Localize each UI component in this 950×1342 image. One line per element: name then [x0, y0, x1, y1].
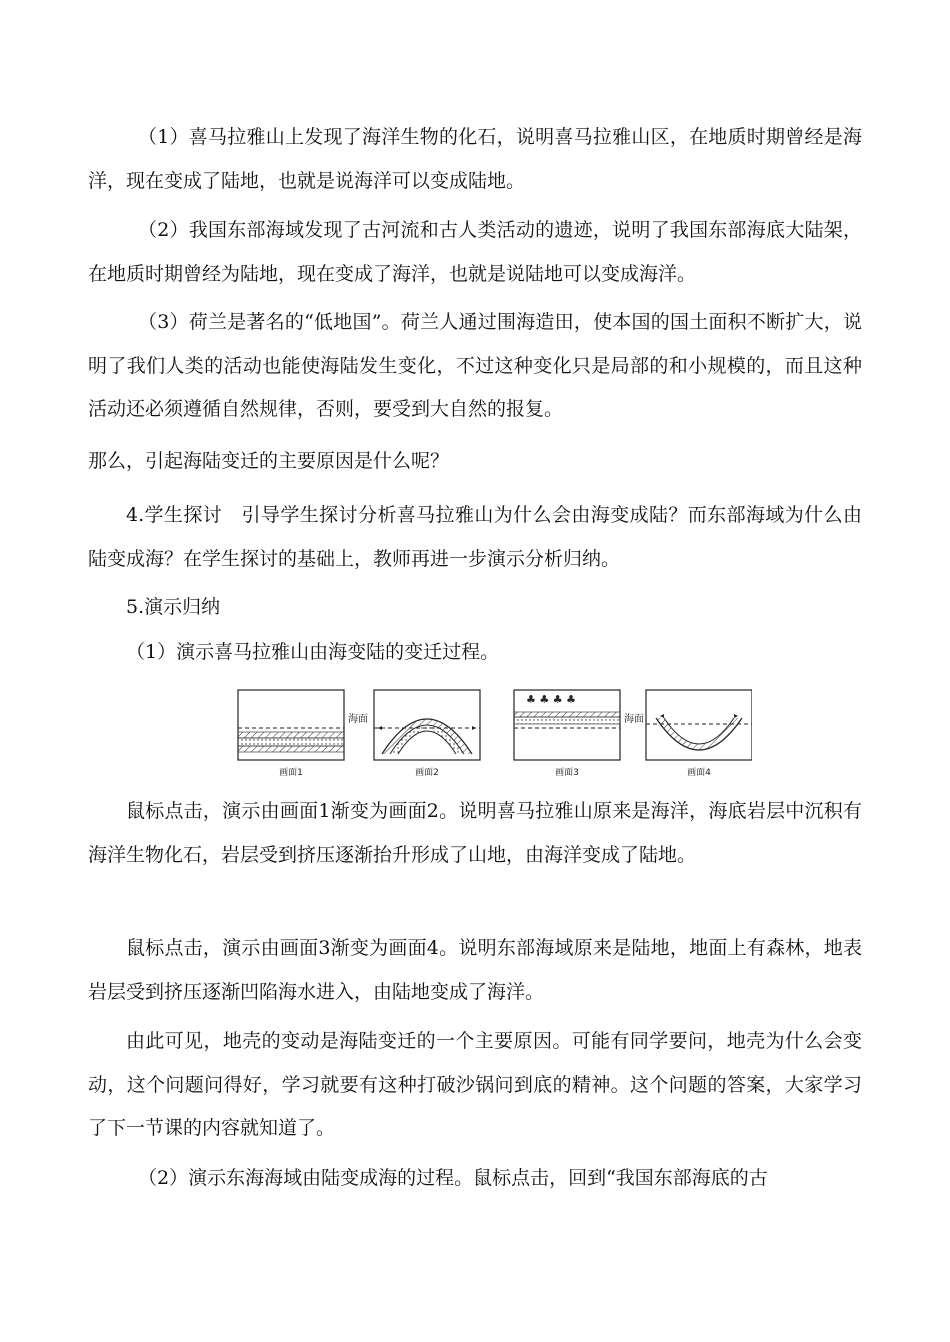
caption-panel-3: 画面3 [555, 768, 579, 778]
panel-4-subsided-sea [646, 690, 752, 760]
panel-1-flat-seabed [238, 690, 344, 760]
sea-level-label-1: 海面 [348, 714, 368, 725]
caption-panel-2: 画面2 [415, 768, 439, 778]
paragraph-east-sea-relics: （2）我国东部海域发现了古河流和古人类活动的遗迹，说明了我国东部海底大陆架，在地质时期曾经为陆地，现在变成了海洋，也就是说陆地可以变成海洋。 [88, 219, 862, 285]
paragraph-conclusion: 由此可见，地壳的变动是海陆变迁的一个主要原因。可能有同学要问，地壳为什么会变动，这个问题问得好，学习就要有这种打破沙锅问到底的精神。这个问题的答案，大家学习了下一节课的内容就知道了。 [88, 1030, 862, 1139]
paragraph-demo-himalaya: （1）演示喜马拉雅山由海变陆的变迁过程。 [126, 641, 500, 663]
panel-2-uplifted-mountain [374, 690, 480, 760]
caption-panel-4: 画面4 [687, 768, 711, 778]
paragraph-question: 那么，引起海陆变迁的主要原因是什么呢？ [88, 450, 450, 472]
paragraph-panel-1-to-2: 鼠标点击，演示由画面1渐变为画面2。说明喜马拉雅山原来是海洋，海底岩层中沉积有海洋生物化石，岩层受到挤压逐渐抬升形成了山地，由海洋变成了陆地。 [88, 800, 862, 866]
sea-level-label-2: 海面 [624, 714, 644, 725]
svg-text:♣ ♣ ♣ ♣: ♣ ♣ ♣ ♣ [526, 693, 576, 706]
heading-demo-summary: 5.演示归纳 [126, 596, 221, 618]
panel-3-forest-land [514, 690, 620, 760]
figure-panels [232, 686, 752, 766]
paragraph-himalaya-fossils: （1）喜马拉雅山上发现了海洋生物的化石，说明喜马拉雅山区，在地质时期曾经是海洋，现在变成了陆地，也就是说海洋可以变成陆地。 [88, 126, 862, 192]
paragraph-demo-east-sea: （2）演示东海海域由陆变成海的过程。鼠标点击，回到“我国东部海底的古 [138, 1167, 768, 1189]
paragraph-student-discussion: 4.学生探讨 引导学生探讨分析喜马拉雅山为什么会由海变成陆？而东部海域为什么由陆变成海？在学生探讨的基础上，教师再进一步演示分析归纳。 [88, 504, 862, 570]
sea-land-change-figure [232, 686, 752, 786]
caption-panel-1: 画面1 [279, 768, 303, 778]
paragraph-panel-3-to-4: 鼠标点击，演示由画面3渐变为画面4。说明东部海域原来是陆地，地面上有森林，地表岩层受到挤压逐渐凹陷海水进入，由陆地变成了海洋。 [88, 937, 862, 1003]
paragraph-netherlands: （3）荷兰是著名的“低地国”。荷兰人通过围海造田，使本国的国土面积不断扩大，说明了我们人类的活动也能使海陆发生变化，不过这种变化只是局部的和小规模的，而且这种活动还必须遵循自然规律，否则，要受到大自然的报复。 [88, 311, 862, 420]
